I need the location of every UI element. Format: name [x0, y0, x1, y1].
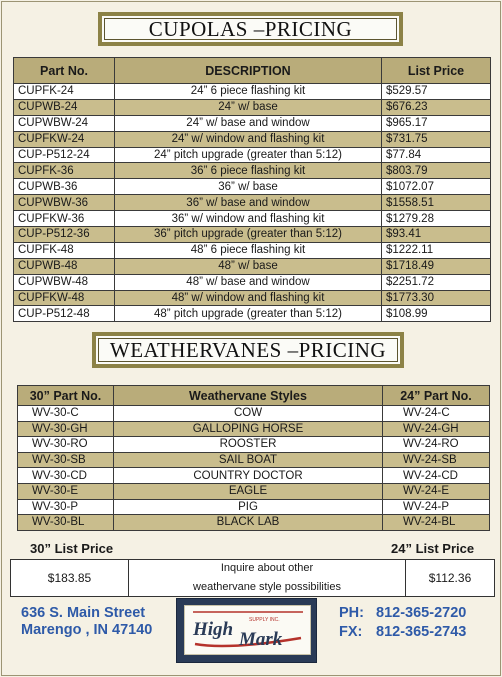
table-row	[18, 452, 490, 468]
inquire-note	[129, 560, 406, 596]
part-24-cell: WV-24-E	[383, 483, 490, 499]
list-price-30-value: $183.85	[11, 560, 129, 596]
part-30-cell: WV-30-BL	[18, 515, 114, 531]
inquire-line-2: weathervane style possibilities	[193, 581, 341, 593]
address-city: Marengo , IN 47140	[21, 622, 153, 638]
part-30-cell: WV-30-CD	[18, 468, 114, 484]
fax-number: 812-365-2743	[376, 624, 467, 640]
table-row	[14, 147, 491, 163]
list-price-cell: $676.23	[382, 99, 491, 115]
part-30-cell: WV-30-RO	[18, 437, 114, 453]
company-address	[21, 605, 152, 639]
table-row	[14, 195, 491, 211]
cupolas-price-table	[13, 57, 491, 322]
logo-panel	[184, 605, 311, 655]
table-row	[18, 437, 490, 453]
part-number-cell: CUPFKW-24	[14, 131, 115, 147]
list-price-cell: $1558.51	[382, 195, 491, 211]
part-number-cell: CUPFK-24	[14, 84, 115, 100]
list-price-cell: $1072.07	[382, 179, 491, 195]
table-row	[14, 211, 491, 227]
part-number-cell: CUPFKW-36	[14, 211, 115, 227]
part-number-cell: CUPWBW-48	[14, 274, 115, 290]
style-cell: GALLOPING HORSE	[114, 421, 383, 437]
list-price-cell: $965.17	[382, 115, 491, 131]
list-price-cell: $1718.49	[382, 258, 491, 274]
style-cell: SAIL BOAT	[114, 452, 383, 468]
table-row	[14, 242, 491, 258]
weathervane-price-box	[10, 559, 495, 597]
part-24-cell: WV-24-CD	[383, 468, 490, 484]
table-row	[18, 421, 490, 437]
list-price-cell: $731.75	[382, 131, 491, 147]
address-street: 636 S. Main Street	[21, 605, 146, 621]
column-header-weathervane-styles: Weathervane Styles	[114, 386, 383, 406]
logo-supply-text: SUPPLY INC.	[248, 617, 280, 623]
part-number-cell: CUPWB-36	[14, 179, 115, 195]
list-price-cell: $1279.28	[382, 211, 491, 227]
part-number-cell: CUP-P512-48	[14, 306, 115, 322]
table-row	[14, 99, 491, 115]
table-header-row	[14, 58, 491, 84]
table-row	[14, 306, 491, 322]
list-price-cell: $1773.30	[382, 290, 491, 306]
list-price-cell: $1222.11	[382, 242, 491, 258]
company-contact	[339, 604, 466, 642]
description-cell: 48” w/ base	[115, 258, 382, 274]
description-cell: 36” 6 piece flashing kit	[115, 163, 382, 179]
inquire-line-1: Inquire about other	[220, 562, 314, 574]
description-cell: 36” w/ window and flashing kit	[115, 211, 382, 227]
part-24-cell: WV-24-P	[383, 499, 490, 515]
column-header-list-price: List Price	[382, 58, 491, 84]
list-price-24-label: 24” List Price	[391, 541, 475, 556]
logo-word-mark: Mark	[238, 629, 282, 650]
part-number-cell: CUPWB-48	[14, 258, 115, 274]
style-cell: EAGLE	[114, 483, 383, 499]
part-number-cell: CUPWBW-24	[14, 115, 115, 131]
style-cell: COUNTRY DOCTOR	[114, 468, 383, 484]
list-price-24-value: $112.36	[428, 571, 472, 585]
table-row	[18, 499, 490, 515]
part-30-cell: WV-30-GH	[18, 421, 114, 437]
part-number-cell: CUP-P512-24	[14, 147, 115, 163]
description-cell: 36” pitch upgrade (greater than 5:12)	[115, 227, 382, 243]
table-row	[14, 84, 491, 100]
part-number-cell: CUPFKW-48	[14, 290, 115, 306]
table-row	[18, 515, 490, 531]
part-number-cell: CUPWBW-36	[14, 195, 115, 211]
part-number-cell: CUPFK-36	[14, 163, 115, 179]
description-cell: 48” 6 piece flashing kit	[115, 242, 382, 258]
list-price-cell: $93.41	[382, 227, 491, 243]
part-30-cell: WV-30-E	[18, 483, 114, 499]
description-cell: 24” pitch upgrade (greater than 5:12)	[115, 147, 382, 163]
phone-row	[339, 604, 466, 623]
part-30-cell: WV-30-P	[18, 499, 114, 515]
column-header-30-part-no: 30” Part No.	[18, 386, 114, 406]
table-row	[14, 227, 491, 243]
list-price-cell: $77.84	[382, 147, 491, 163]
table-row	[14, 290, 491, 306]
table-row	[18, 468, 490, 484]
description-cell: 36” w/ base	[115, 179, 382, 195]
description-cell: 24” 6 piece flashing kit	[115, 84, 382, 100]
style-cell: COW	[114, 406, 383, 422]
table-header-row	[18, 386, 490, 406]
part-24-cell: WV-24-RO	[383, 437, 490, 453]
logo-word-high: High	[192, 619, 233, 640]
part-number-cell: CUP-P512-36	[14, 227, 115, 243]
description-cell: 24” w/ window and flashing kit	[115, 131, 382, 147]
part-24-cell: WV-24-GH	[383, 421, 490, 437]
fax-label: FX:	[339, 624, 363, 640]
weathervanes-pricing-title: WEATHERVANES –PRICING	[92, 332, 404, 368]
table-row	[14, 115, 491, 131]
list-price-cell: $803.79	[382, 163, 491, 179]
column-header-description: DESCRIPTION	[115, 58, 382, 84]
description-cell: 48” w/ base and window	[115, 274, 382, 290]
list-price-cell: $2251.72	[382, 274, 491, 290]
phone-number[interactable]: 812-365-2720	[376, 605, 467, 621]
column-header-part-no: Part No.	[14, 58, 115, 84]
part-number-cell: CUPFK-48	[14, 242, 115, 258]
highmark-logo	[176, 598, 317, 663]
part-30-cell: WV-30-SB	[18, 452, 114, 468]
list-price-30-label: 30” List Price	[30, 541, 114, 556]
part-number-cell: CUPWB-24	[14, 99, 115, 115]
table-row	[14, 258, 491, 274]
description-cell: 24” w/ base and window	[115, 115, 382, 131]
table-row	[14, 179, 491, 195]
description-cell: 48” w/ window and flashing kit	[115, 290, 382, 306]
table-row	[14, 163, 491, 179]
table-row	[14, 131, 491, 147]
highmark-logo-graphic	[189, 608, 307, 652]
phone-label: PH:	[339, 605, 364, 621]
fax-row	[339, 623, 466, 642]
part-24-cell: WV-24-SB	[383, 452, 490, 468]
description-cell: 24” w/ base	[115, 99, 382, 115]
table-row	[18, 406, 490, 422]
style-cell: PIG	[114, 499, 383, 515]
cupolas-pricing-title: CUPOLAS –PRICING	[98, 12, 403, 46]
table-row	[18, 483, 490, 499]
description-cell: 36” w/ base and window	[115, 195, 382, 211]
part-24-cell: WV-24-C	[383, 406, 490, 422]
part-30-cell: WV-30-C	[18, 406, 114, 422]
list-price-cell: $108.99	[382, 306, 491, 322]
list-price-cell: $529.57	[382, 84, 491, 100]
part-24-cell: WV-24-BL	[383, 515, 490, 531]
weathervanes-table	[17, 385, 490, 531]
description-cell: 48” pitch upgrade (greater than 5:12)	[115, 306, 382, 322]
style-cell: BLACK LAB	[114, 515, 383, 531]
table-row	[14, 274, 491, 290]
column-header-24-part-no: 24” Part No.	[383, 386, 490, 406]
style-cell: ROOSTER	[114, 437, 383, 453]
